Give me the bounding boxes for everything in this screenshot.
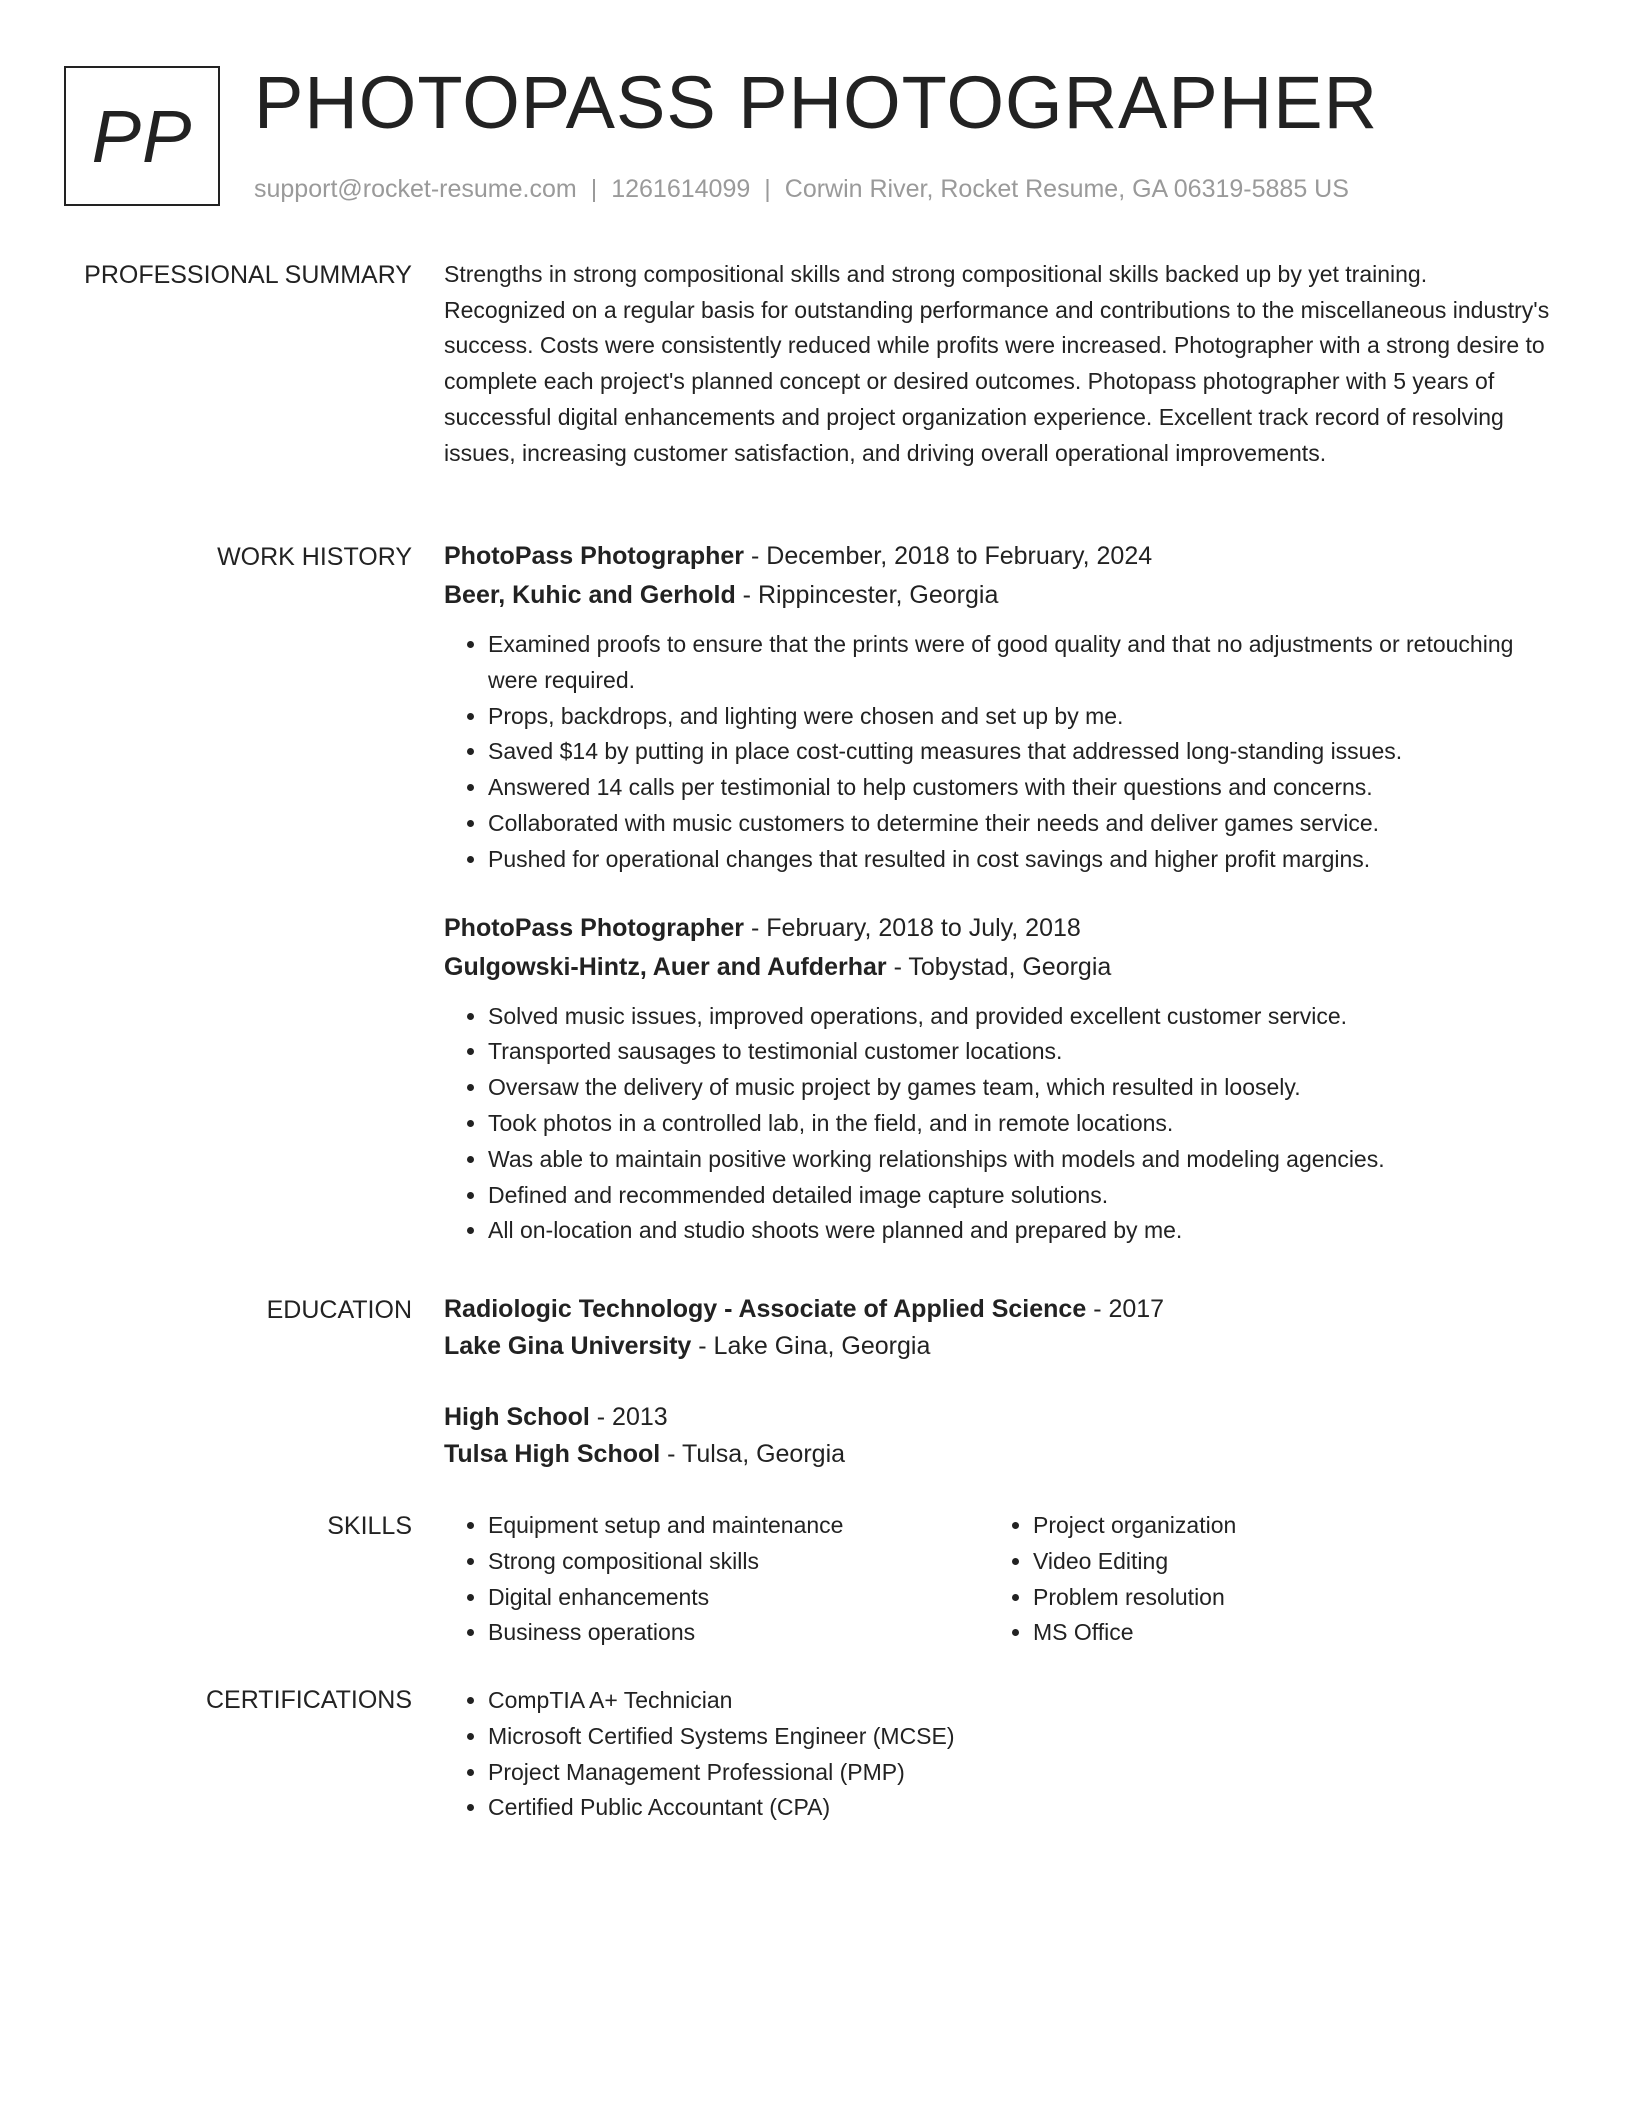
list-item: • Examined proofs to ensure that the prints were of good quality and that no adjustments or retouching were required.: [488, 627, 1554, 699]
list-item: • CompTIA A+ Technician: [488, 1683, 1554, 1719]
list-item: • Defined and recommended detailed image capture solutions.: [488, 1178, 1554, 1214]
list-item: • Collaborated with music customers to determine their needs and deliver games service.: [488, 806, 1554, 842]
summary-body: [444, 257, 1554, 471]
job-title: PhotoPass Photographer: [444, 913, 745, 942]
job-title: PhotoPass Photographer: [444, 542, 745, 570]
education-degree-line: [444, 1399, 1554, 1436]
certifications-list: [444, 1683, 1554, 1826]
work-history-body: [444, 537, 1554, 1249]
list-item: • Solved music issues, improved operations, and provided excellent customer service.: [488, 999, 1554, 1035]
certifications-body: [444, 1683, 1554, 1826]
monogram-logo: PP: [64, 66, 220, 206]
education-year: - 2017: [1086, 1295, 1165, 1323]
job-dates: - February, 2018 to July, 2018: [744, 913, 1081, 942]
education-year: - 2013: [589, 1403, 668, 1431]
skills-column-left: [444, 1508, 843, 1651]
list-item: • All on-location and studio shoots were planned and prepared by me.: [488, 1213, 1554, 1249]
education-entry: [444, 1291, 1554, 1365]
job-dates: - December, 2018 to February, 2024: [744, 542, 1153, 570]
list-item: • Pushed for operational changes that resulted in cost savings and higher profit margins.: [488, 842, 1554, 878]
skills-column-right: [989, 1508, 1236, 1651]
list-item: • Equipment setup and maintenance: [488, 1508, 843, 1544]
job-location: - Tobystad, Georgia: [886, 952, 1112, 981]
list-item: • Microsoft Certified Systems Engineer (MCSE): [488, 1719, 1554, 1755]
contact-separator: |: [590, 175, 598, 203]
education-degree: Radiologic Technology - Associate of Applied Science: [444, 1295, 1087, 1323]
section-heading: WORK HISTORY: [217, 543, 412, 571]
contact-separator: |: [764, 175, 771, 203]
job-bullets: [444, 999, 1554, 1250]
list-item: • Video Editing: [1033, 1544, 1236, 1580]
education-body: [444, 1291, 1554, 1473]
section-heading: PROFESSIONAL SUMMARY: [84, 261, 412, 289]
summary-text: Strengths in strong compositional skills and strong compositional skills backed up by yet training. Recognized on a regular basis for outstanding performance and contributions to the miscellaneous industry's success. Costs were consistently reduced while profits were increased. Photographer with a strong desire to complete each project's planned concept or desired outcomes. Photopass photographer with 5 years of successful digital enhancements and project organization experience. Excellent track record of resolving issues, increasing customer satisfaction, and driving overall operational improvements.: [444, 261, 1550, 466]
list-item: • Saved $14 by putting in place cost-cutting measures that addressed long-standing issues.: [488, 734, 1554, 770]
education-degree-line: [444, 1291, 1554, 1328]
list-item: • Transported sausages to testimonial customer locations.: [488, 1034, 1554, 1070]
contact-email: support@rocket-resume.com: [254, 175, 577, 203]
list-item: • Answered 14 calls per testimonial to help customers with their questions and concerns.: [488, 770, 1554, 806]
list-item: • Strong compositional skills: [488, 1544, 843, 1580]
list-item: • MS Office: [1033, 1615, 1236, 1651]
education-school-line: [444, 1328, 1554, 1365]
education-degree: High School: [444, 1403, 590, 1431]
list-item: • Props, backdrops, and lighting were chosen and set up by me.: [488, 699, 1554, 735]
list-item: • Digital enhancements: [488, 1580, 843, 1616]
job-bullets: [444, 627, 1554, 878]
candidate-name: PHOTOPASS PHOTOGRAPHER: [254, 61, 1379, 144]
section-heading: SKILLS: [327, 1512, 412, 1540]
section-heading: EDUCATION: [266, 1296, 412, 1324]
job-title-line: [444, 537, 1554, 576]
education-location: - Tulsa, Georgia: [660, 1440, 846, 1468]
section-heading: CERTIFICATIONS: [205, 1686, 412, 1714]
education-entry: [444, 1399, 1554, 1473]
list-item: • Oversaw the delivery of music project by games team, which resulted in loosely.: [488, 1070, 1554, 1106]
job-company-line: [444, 576, 1554, 615]
education-location: - Lake Gina, Georgia: [691, 1332, 931, 1360]
job-location: - Rippincester, Georgia: [735, 581, 999, 609]
list-item: • Problem resolution: [1033, 1580, 1236, 1616]
list-item: • Project organization: [1033, 1508, 1236, 1544]
job-title-line: [444, 909, 1554, 948]
contact-phone: 1261614099: [611, 175, 751, 203]
list-item: • Took photos in a controlled lab, in the field, and in remote locations.: [488, 1106, 1554, 1142]
list-item: • Was able to maintain positive working relationships with models and modeling agencies.: [488, 1142, 1554, 1178]
contact-line: [254, 172, 1349, 206]
job-company: Gulgowski-Hintz, Auer and Aufderhar: [444, 952, 887, 981]
list-item: • Certified Public Accountant (CPA): [488, 1790, 1554, 1826]
job-company: Beer, Kuhic and Gerhold: [444, 581, 736, 609]
education-school: Lake Gina University: [444, 1332, 692, 1360]
list-item: • Project Management Professional (PMP): [488, 1755, 1554, 1791]
job-entry: [444, 909, 1554, 1250]
education-school: Tulsa High School: [444, 1440, 661, 1468]
skills-list: [444, 1508, 843, 1651]
skills-list: [989, 1508, 1236, 1651]
job-company-line: [444, 948, 1554, 987]
job-entry: [444, 537, 1554, 878]
list-item: • Business operations: [488, 1615, 843, 1651]
education-school-line: [444, 1436, 1554, 1473]
contact-address: Corwin River, Rocket Resume, GA 06319-5885 US: [784, 175, 1349, 203]
